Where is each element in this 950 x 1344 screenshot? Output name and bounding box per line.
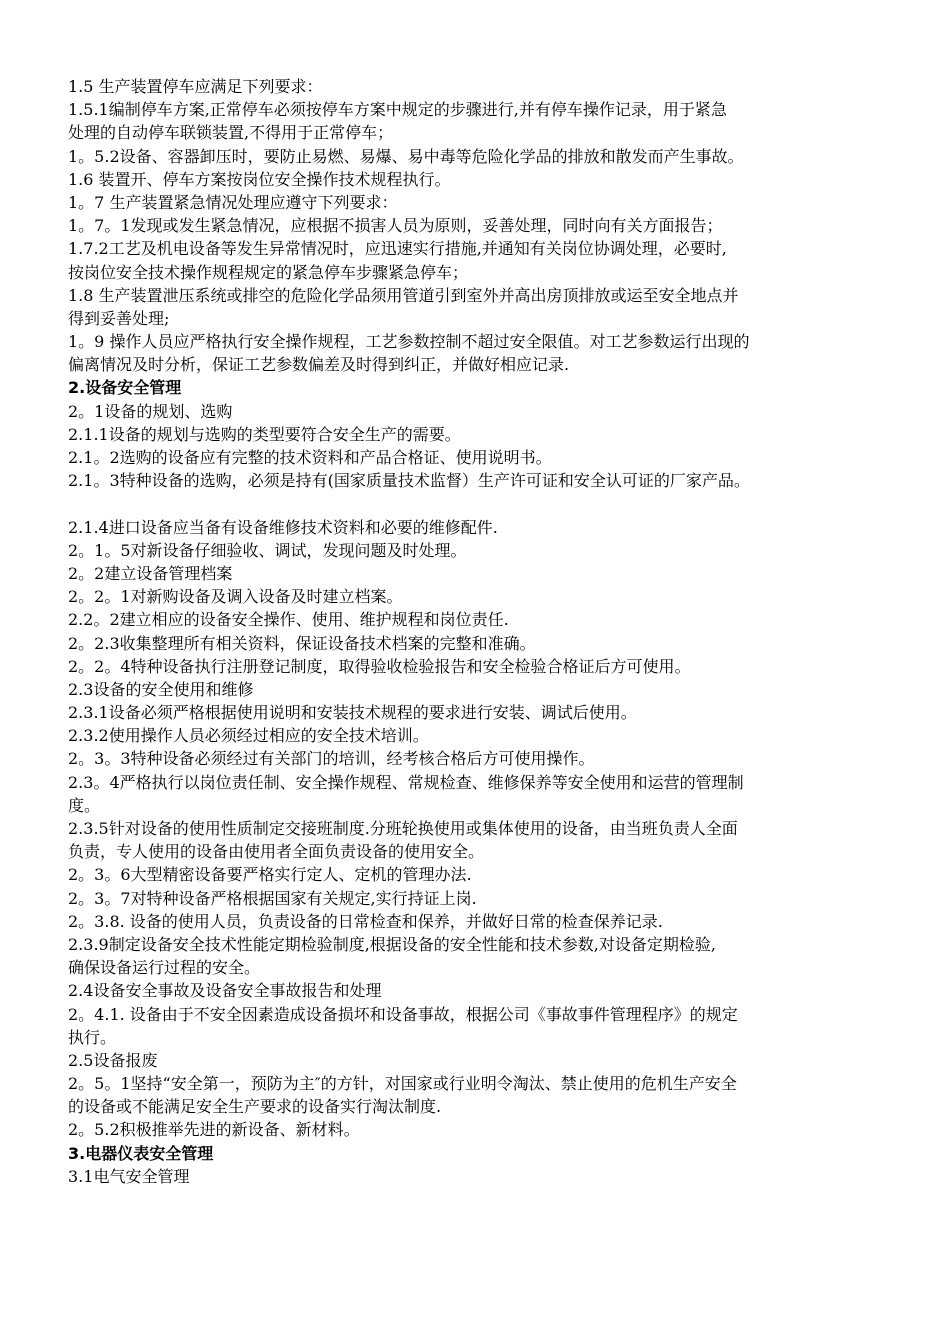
text-line: 1.5.1编制停车方案,正常停车必须按停车方案中规定的步骤进行,并有停车操作记录，用于紧急 — [68, 100, 727, 120]
text-line: 1。7 生产装置紧急情况处理应遵守下列要求： — [68, 192, 398, 212]
text-line: 2.1.4进口设备应当备有设备维修技术资料和必要的维修配件. — [68, 517, 498, 537]
text-line: 1。9 操作人员应严格执行安全操作规程，工艺参数控制不超过安全限值。对工艺参数运行出现的 — [68, 332, 750, 352]
text-line: 2.3.2使用操作人员必须经过相应的安全技术培训。 — [68, 726, 429, 746]
text-line: 2。5.2积极推举先进的新设备、新材料。 — [68, 1120, 360, 1140]
text-line: 2。3.8. 设备的使用人员，负责设备的日常检查和保养，并做好日常的检查保养记录. — [68, 911, 663, 931]
text-line: 2。1设备的规划、选购 — [68, 401, 233, 421]
text-line: 1.5 生产装置停车应满足下列要求： — [68, 77, 323, 96]
text-line: 2.1。3特种设备的选购，必须是持有(国家质量技术监督）生产许可证和安全认可证的厂家产品。 — [68, 471, 750, 491]
text-line: 2.3。4严格执行以岗位责任制、安全操作规程、常规检查、维修保养等安全使用和运营的管理制 — [68, 772, 744, 792]
text-line: 2。1。5对新设备仔细验收、调试，发现问题及时处理。 — [68, 540, 467, 560]
text-line: 负责，专人使用的设备由使用者全面负责设备的使用安全。 — [68, 842, 485, 862]
text-line: 偏离情况及时分析，保证工艺参数偏差及时得到纠正，并做好相应记录. — [68, 355, 570, 375]
text-line: 2。4.1. 设备由于不安全因素造成设备损坏和设备事故，根据公司《事故事件管理程序》的规定 — [68, 1004, 738, 1024]
text-line: 执行。 — [68, 1027, 117, 1047]
text-line: 1。5.2设备、容器卸压时，要防止易燃、易爆、易中毒等危险化学品的排放和散发而产生事故。 — [68, 146, 744, 166]
text-line: 的设备或不能满足安全生产要求的设备实行淘汰制度. — [68, 1097, 442, 1117]
text-line: 1。7。1发现或发生紧急情况，应根据不损害人员为原则，妥善处理，同时向有关方面报告； — [68, 216, 723, 236]
text-line: 得到妥善处理; — [68, 308, 170, 328]
text-line: 2.2。2建立相应的设备安全操作、使用、维护规程和岗位责任. — [68, 610, 509, 630]
text-line: 3.1电气安全管理 — [68, 1166, 190, 1186]
text-line: 2。2。4特种设备执行注册登记制度，取得验收检验报告和安全检验合格证后方可使用。 — [68, 656, 691, 676]
text-line: 2.4设备安全事故及设备安全事故报告和处理 — [68, 981, 382, 1001]
text-line: 2.1.1设备的规划与选购的类型要符合安全生产的需要。 — [68, 424, 461, 444]
text-line: 2。2。1对新购设备及调入设备及时建立档案。 — [68, 587, 403, 607]
text-line: 2。2建立设备管理档案 — [68, 563, 233, 583]
section-heading: 3.电器仪表安全管理 — [68, 1143, 214, 1163]
text-line: 按岗位安全技术操作规程规定的紧急停车步骤紧急停车； — [68, 262, 469, 282]
text-line: 2.3.5针对设备的使用性质制定交接班制度.分班轮换使用或集体使用的设备，由当班负责人全面 — [68, 819, 738, 838]
text-line: 2。3。6大型精密设备要严格实行定人、定机的管理办法. — [68, 865, 472, 885]
text-line: 2。3。7对特种设备严格根据国家有关规定,实行持证上岗. — [68, 888, 477, 908]
text-line: 处理的自动停车联锁装置,不得用于正常停车； — [68, 123, 394, 143]
text-line: 2.1。2选购的设备应有完整的技术资料和产品合格证、使用说明书。 — [68, 448, 552, 467]
text-line: 1.8 生产装置泄压系统或排空的危险化学品须用管道引到室外并高出房顶排放或运至安全地点并 — [68, 285, 739, 305]
text-line: 1.6 装置开、停车方案按岗位安全操作技术规程执行。 — [68, 169, 451, 189]
text-line: 度。 — [68, 795, 101, 815]
blank-line — [68, 492, 890, 515]
text-line: 2。2.3收集整理所有相关资料，保证设备技术档案的完整和准确。 — [68, 633, 536, 653]
text-line: 1.7.2工艺及机电设备等发生异常情况时，应迅速实行措施,并通知有关岗位协调处理，必要时, — [68, 239, 727, 259]
text-line: 2.3.9制定设备安全技术性能定期检验制度,根据设备的安全性能和技术参数,对设备定期检验, — [68, 934, 716, 954]
text-line: 2。5。1坚持“安全第一，预防为主″的方针，对国家或行业明令淘汰、禁止使用的危机生产安全 — [68, 1074, 737, 1094]
text-line: 2。3。3特种设备必须经过有关部门的培训，经考核合格后方可使用操作。 — [68, 749, 595, 769]
text-line: 确保设备运行过程的安全。 — [68, 958, 261, 978]
text-line: 2.3.1设备必须严格根据使用说明和安装技术规程的要求进行安装、调试后使用。 — [68, 703, 637, 723]
text-line: 2.5设备报废 — [68, 1050, 158, 1070]
section-heading: 2.设备安全管理 — [68, 378, 182, 398]
text-line: 2.3设备的安全使用和维修 — [68, 679, 254, 699]
